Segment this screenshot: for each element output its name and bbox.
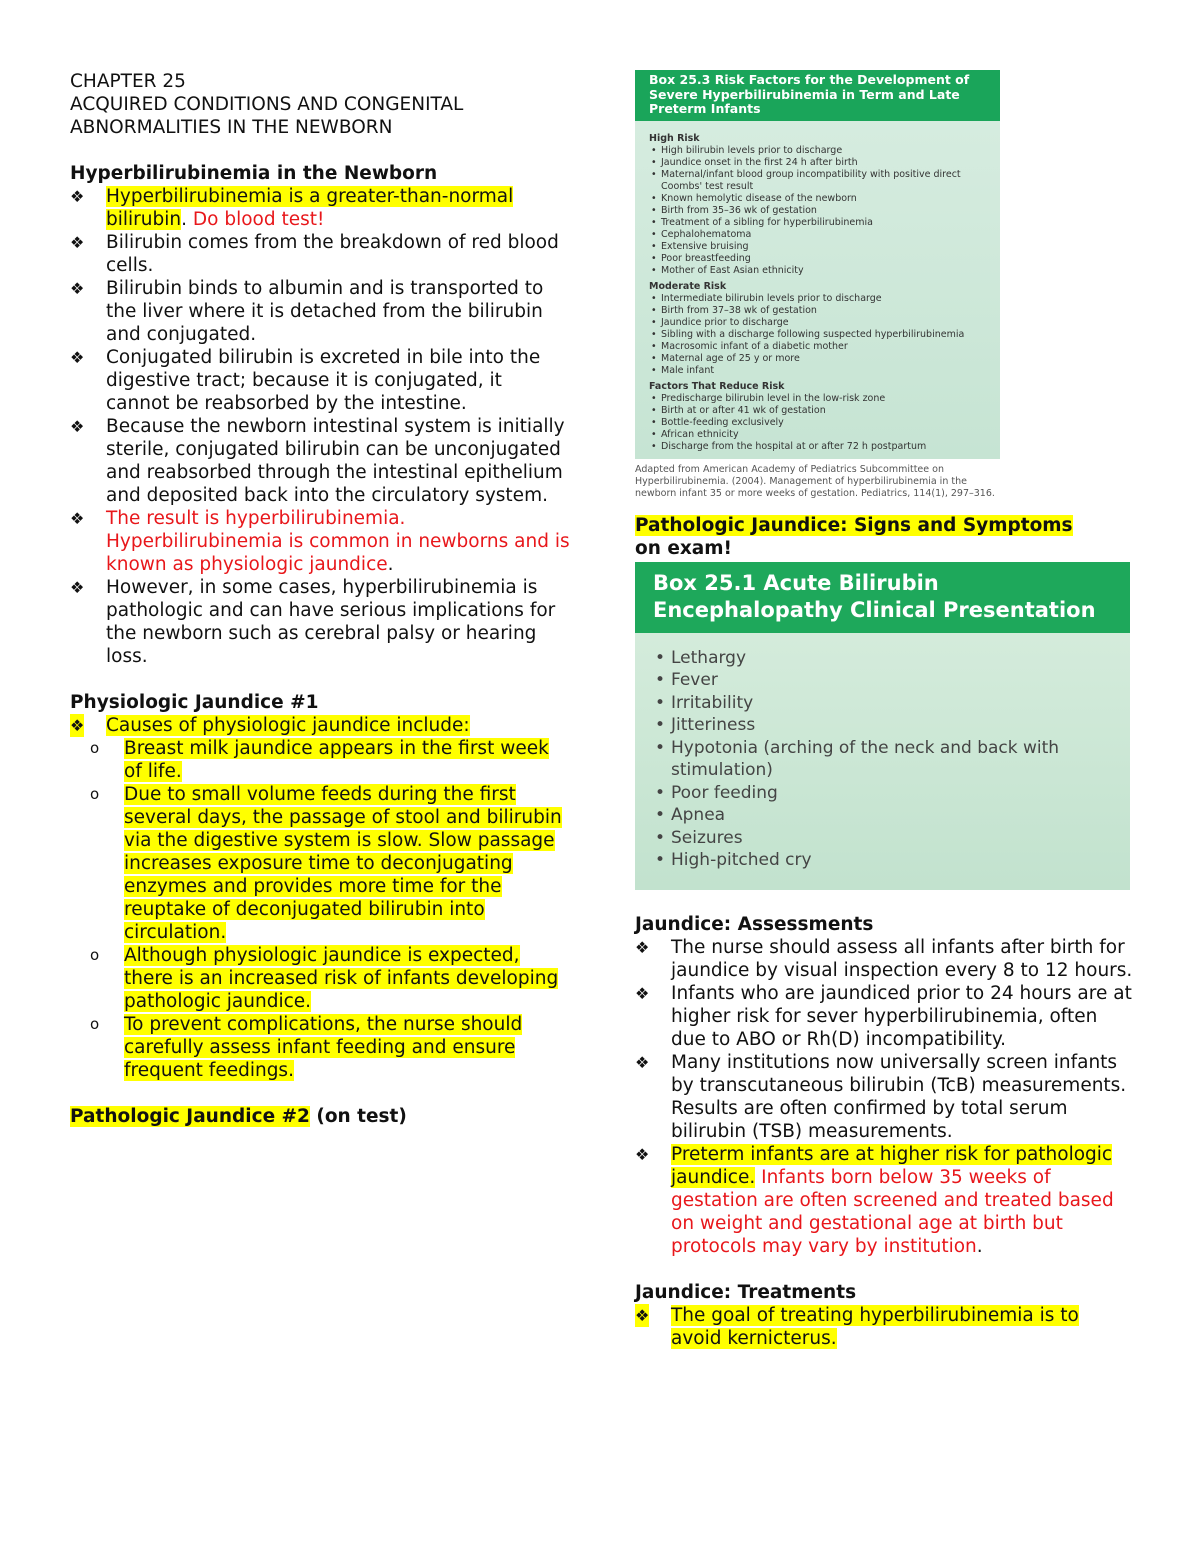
- risk-factors-box: [635, 70, 1000, 459]
- list-item: [70, 277, 570, 346]
- text: The nurse should assess all infants after birth for jaundice by visual inspection every 8 to 12 hours.: [671, 936, 1133, 981]
- section-heading-hyperbilirubinemia: Hyperbilirubinemia in the Newborn: [70, 163, 438, 184]
- box-item: • Cephalohematoma: [649, 229, 986, 241]
- bullet-icon: ❖: [70, 279, 85, 298]
- red-note: Infants born below 35 weeks of gestation are often screened and treated based on weight and gestational age at birth but protocols may vary by institution: [671, 1166, 1114, 1257]
- box-item: • Predischarge bilirubin level in the low-risk zone: [649, 393, 986, 405]
- highlighted-text: Causes of physiologic jaundice include:: [106, 715, 470, 736]
- text: Bilirubin binds to albumin and is transported to the liver where it is detached from the bilirubin and conjugated.: [106, 278, 544, 345]
- box-item: • Discharge from the hospital at or after 72 h postpartum: [649, 441, 986, 453]
- bullet-icon: ❖: [70, 233, 85, 252]
- list-item: [635, 936, 1135, 982]
- highlighted-text: Due to small volume feeds during the first several days, the passage of stool and bilirubin via the digestive system is slow. Slow passage increases exposure time to deconjugating enzymes and provides more time for the reuptake of deconjugated bilirubin into circulation.: [124, 784, 562, 943]
- box-item: • Maternal age of 25 y or more: [649, 353, 986, 365]
- box-item: • High-pitched cry: [653, 849, 1112, 872]
- box-item: • Birth from 37–38 wk of gestation: [649, 305, 986, 317]
- box-item: • Seizures: [653, 827, 1112, 850]
- box-item: • Lethargy: [653, 647, 1112, 670]
- chapter-number: CHAPTER 25: [70, 71, 186, 92]
- sub-list-item: [70, 944, 570, 1013]
- sub-bullet-icon: o: [90, 785, 100, 803]
- box-item: • Fever: [653, 669, 1112, 692]
- highlighted-text: Breast milk jaundice appears in the first week of life.: [124, 738, 549, 782]
- sub-bullet-icon: o: [90, 739, 100, 757]
- sub-list-item: [70, 737, 570, 783]
- box-item: • High bilirubin levels prior to discharge: [649, 145, 986, 157]
- section-heading-assessments: Jaundice: Assessments: [635, 913, 874, 935]
- box-item: • Poor breastfeeding: [649, 253, 986, 265]
- list-item: [70, 231, 570, 277]
- box-item: • Known hemolytic disease of the newborn: [649, 193, 986, 205]
- box-source-citation: Adapted from American Academy of Pediatrics Subcommittee on Hyperbilirubinemia. (2004). Management of hyperbilirubinemia in the newborn infant 35 or more weeks of gestation. Pediatrics, 114(1), 297–316.: [635, 463, 995, 499]
- text: .: [387, 554, 394, 575]
- box-title: Box 25.3 Risk Factors for the Development of Severe Hyperbilirubinemia in Term and Late Preterm Infants: [635, 70, 1000, 121]
- box-item: • Intermediate bilirubin levels prior to discharge: [649, 293, 986, 305]
- text: Many institutions now universally screen infants by transcutaneous bilirubin (TcB) measurements. Results are often confirmed by total serum bilirubin (TSB) measurements.: [671, 1051, 1127, 1142]
- box-item: • Apnea: [653, 804, 1112, 827]
- text: However, in some cases, hyperbilirubinemia is pathologic and can have serious implications for the newborn such as cerebral palsy or hearing loss.: [106, 577, 556, 667]
- heading-note: (on test): [309, 1106, 407, 1127]
- box-item: • Hypotonia (arching of the neck and back with stimulation): [653, 737, 1112, 782]
- highlighted-text: Although physiologic jaundice is expected, there is an increased risk of infants developing pathologic jaundice.: [124, 945, 559, 1012]
- red-note: Do blood test!: [192, 209, 325, 230]
- bullet-icon: ❖: [70, 716, 85, 735]
- text: Conjugated bilirubin is excreted in bile into the digestive tract; because it is conjugated, it cannot be reabsorbed by the intestine.: [106, 347, 541, 414]
- box-item: • Macrosomic infant of a diabetic mother: [649, 341, 986, 353]
- box-item: • Irritability: [653, 692, 1112, 715]
- right-column: [635, 70, 1135, 1350]
- box-subheading: Factors That Reduce Risk: [649, 380, 785, 392]
- highlighted-heading: Pathologic Jaundice: Signs and Symptoms: [635, 514, 1073, 536]
- box-body: [635, 633, 1130, 890]
- highlighted-heading: Pathologic Jaundice #2: [70, 1106, 310, 1127]
- box-item: • Treatment of a sibling for hyperbilirubinemia: [649, 217, 986, 229]
- list-item: [70, 415, 570, 507]
- box-item: • African ethnicity: [649, 429, 986, 441]
- bullet-icon: ❖: [70, 348, 85, 367]
- chapter-title-line: ACQUIRED CONDITIONS AND CONGENITAL: [70, 94, 464, 115]
- box-item: • Extensive bruising: [649, 241, 986, 253]
- bullet-icon: ❖: [635, 937, 650, 957]
- sub-list-item: [70, 1013, 570, 1082]
- bullet-icon: ❖: [635, 1144, 650, 1164]
- box-item: • Jaundice prior to discharge: [649, 317, 986, 329]
- section-heading-pathologic-2: [70, 1105, 570, 1128]
- list-item: [635, 1051, 1135, 1143]
- list-item: [70, 346, 570, 415]
- box-item: • Male infant: [649, 365, 986, 377]
- list-item: [635, 1143, 1135, 1258]
- box-subheading: Moderate Risk: [649, 280, 727, 292]
- box-body: [635, 121, 1000, 459]
- left-column: [70, 70, 570, 1128]
- list-item: [635, 1304, 1135, 1350]
- bullet-icon: ❖: [635, 983, 650, 1003]
- encephalopathy-box: [635, 562, 1130, 890]
- bullet-icon: ❖: [70, 578, 85, 597]
- bullet-icon: ❖: [70, 187, 85, 206]
- section-heading-physiologic: Physiologic Jaundice #1: [70, 692, 319, 713]
- text: .: [181, 209, 193, 230]
- highlighted-text: To prevent complications, the nurse should carefully assess infant feeding and ensure frequent feedings.: [124, 1014, 523, 1081]
- sub-list-item: [70, 783, 570, 944]
- bullet-icon: ❖: [635, 1052, 650, 1072]
- box-title: Box 25.1 Acute Bilirubin Encephalopathy Clinical Presentation: [635, 562, 1130, 633]
- bullet-icon: ❖: [70, 509, 85, 528]
- box-item: • Jitteriness: [653, 714, 1112, 737]
- box-item: • Poor feeding: [653, 782, 1112, 805]
- list-item: [70, 507, 570, 576]
- highlighted-text: Hyperbilirubinemia is a greater-than-normal bilirubin: [106, 186, 514, 230]
- section-heading-pathologic-signs: [635, 514, 1135, 560]
- heading-note: on exam!: [635, 537, 732, 559]
- red-note: The result is hyperbilirubinemia. Hyperbilirubinemia is common in newborns and is known as physiologic jaundice: [106, 508, 570, 575]
- highlighted-text: Preterm infants are at higher risk for pathologic jaundice.: [671, 1143, 1113, 1188]
- chapter-title: [70, 70, 570, 139]
- box-item: • Birth from 35–36 wk of gestation: [649, 205, 986, 217]
- box-item: • Jaundice onset in the first 24 h after birth: [649, 157, 986, 169]
- box-item: • Maternal/infant blood group incompatibility with positive direct Coombs' test result: [649, 169, 986, 193]
- bullet-icon: ❖: [635, 1305, 650, 1325]
- bullet-icon: ❖: [70, 417, 85, 436]
- box-item: • Bottle-feeding exclusively: [649, 417, 986, 429]
- list-item: [70, 185, 570, 231]
- list-item: [70, 714, 570, 737]
- highlighted-text: The goal of treating hyperbilirubinemia is to avoid kernicterus.: [671, 1304, 1079, 1349]
- sub-bullet-icon: o: [90, 1015, 100, 1033]
- box-item: • Birth at or after 41 wk of gestation: [649, 405, 986, 417]
- text: Infants who are jaundiced prior to 24 hours are at higher risk for sever hyperbilirubinemia, often due to ABO or Rh(D) incompatibility.: [671, 982, 1132, 1050]
- section-heading-treatments: Jaundice: Treatments: [635, 1281, 857, 1303]
- text: .: [976, 1235, 983, 1257]
- box-subheading: High Risk: [649, 132, 700, 144]
- sub-bullet-icon: o: [90, 946, 100, 964]
- box-item: • Sibling with a discharge following suspected hyperbilirubinemia: [649, 329, 986, 341]
- text: Bilirubin comes from the breakdown of red blood cells.: [106, 232, 559, 276]
- box-item: • Mother of East Asian ethnicity: [649, 265, 986, 277]
- list-item: [70, 576, 570, 668]
- list-item: [635, 982, 1135, 1051]
- chapter-title-line: ABNORMALITIES IN THE NEWBORN: [70, 117, 393, 138]
- text: Because the newborn intestinal system is initially sterile, conjugated bilirubin can be unconjugated and reabsorbed through the intestinal epithelium and deposited back into the circulatory system.: [106, 416, 565, 506]
